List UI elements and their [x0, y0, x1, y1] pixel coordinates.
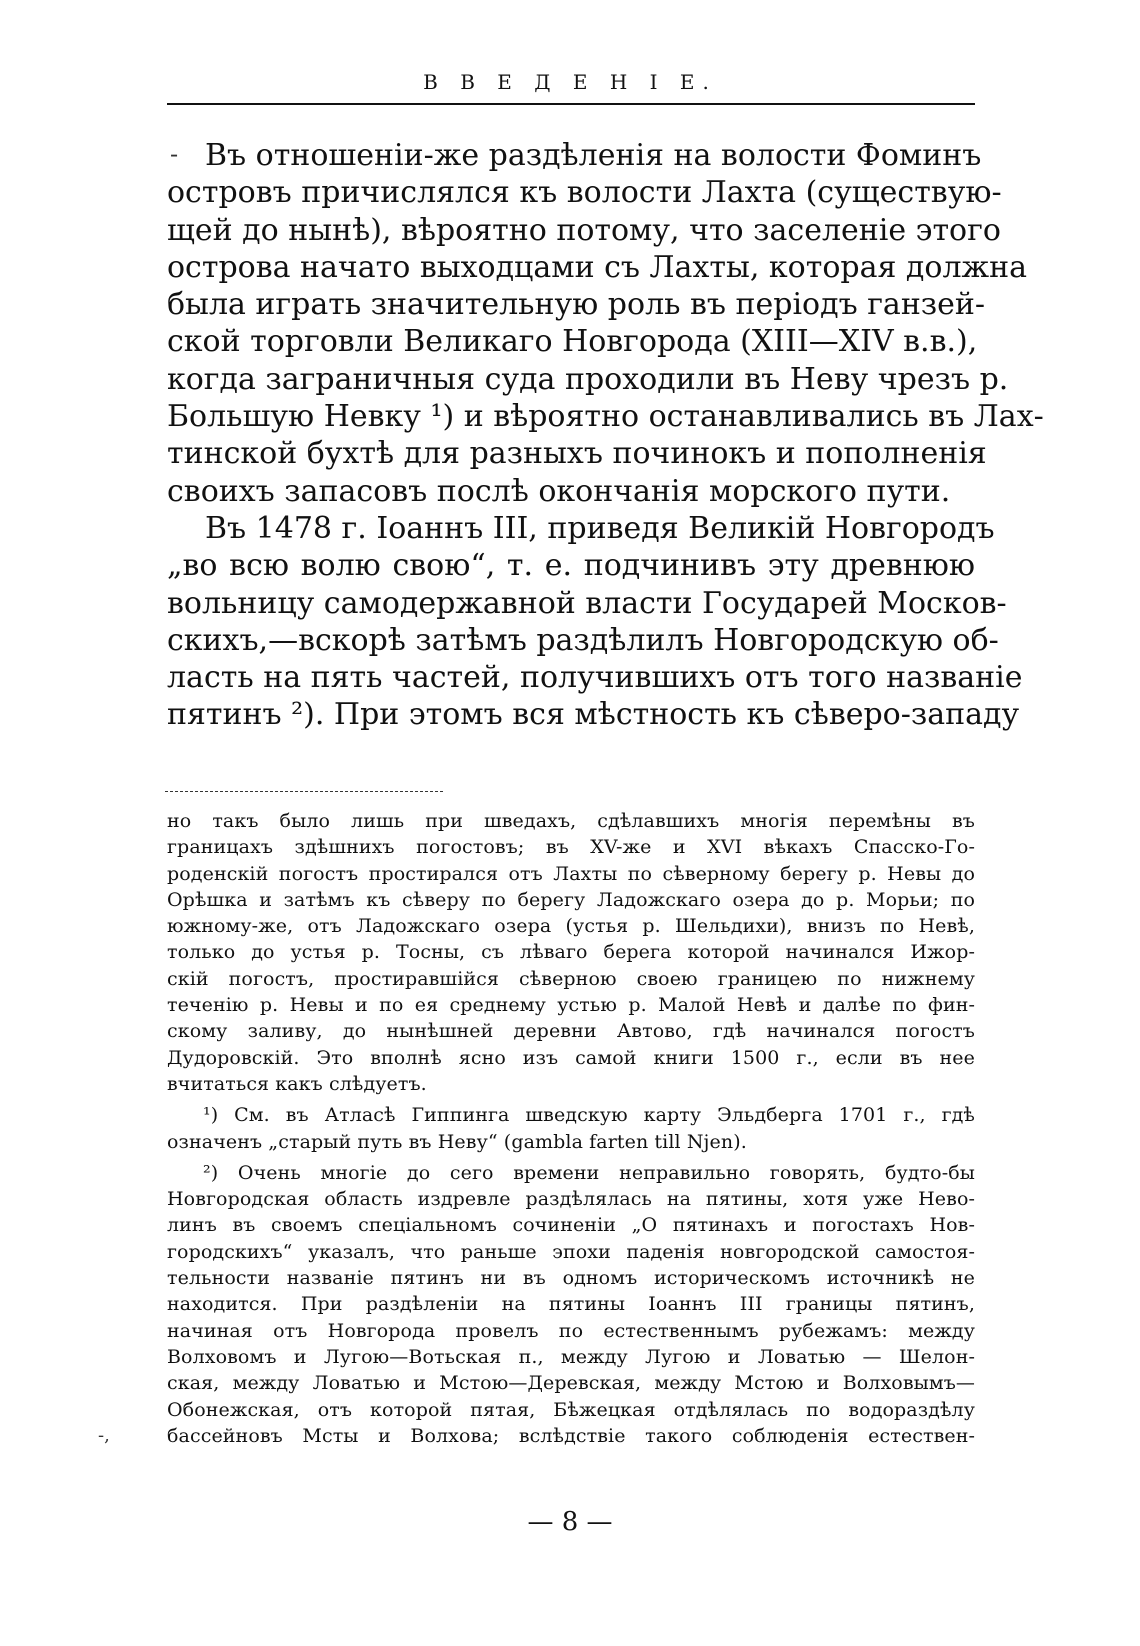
footnote-line: скому заливу, до нынѣшней деревни Автово, гдѣ начинался погостъ	[167, 1020, 975, 1043]
running-head: В В Е Д Е Н І Е.	[423, 70, 717, 94]
body-line: Большую Невку ¹) и вѣроятно останавливались въ Лах-	[167, 399, 1044, 435]
footnote-line: южному-же, отъ Ладожскаго озера (устья р. Шельдихи), внизъ по Невѣ,	[167, 915, 975, 938]
footnote-2-line: ²) Очень многіе до сего времени неправильно говорять, будто-бы	[203, 1161, 975, 1184]
body-line: островъ причислялся къ волости Лахта (существую-	[167, 175, 1002, 211]
footnote-2-line: линъ въ своемъ спеціальномъ сочиненіи „О пятинахъ и погостахъ Нов-	[167, 1214, 975, 1237]
margin-mark-top: -	[170, 140, 179, 168]
footnote-line: но такъ было лишь при шведахъ, сдѣлавшихъ многія перемѣны въ	[167, 810, 975, 832]
footnote-2-line: городскихъ“ указалъ, что раньше эпохи паденія новгородской самостоя-	[167, 1240, 975, 1263]
footnote-2-line: тельности названіе пятинъ ни въ одномъ историческомъ источникѣ не	[167, 1267, 975, 1290]
footnote-2-line: Обонежская, отъ которой пятая, Бѣжецкая отдѣлялась по водораздѣлу	[167, 1398, 975, 1421]
footnote-line: теченію р. Невы и по ея среднему устью р. Малой Невѣ и далѣе по фин-	[167, 994, 975, 1017]
body-line: тинской бухтѣ для разныхъ починокъ и пополненія	[167, 436, 987, 472]
body-line: „во всю волю свою“, т. е. подчинивъ эту древнюю	[167, 548, 975, 584]
body-line: ласть на пять частей, получившихъ отъ того названіе	[167, 660, 1023, 696]
footnote-1-line: ¹) См. въ Атласѣ Гиппинга шведскую карту Эльдберга 1701 г., гдѣ	[203, 1104, 975, 1127]
footnote-2-line: начиная отъ Новгорода провелъ по естественнымъ рубежамъ: между	[167, 1319, 975, 1342]
footnote-line: Дудоровскій. Это вполнѣ ясно изъ самой книги 1500 г., если въ нее	[167, 1046, 975, 1069]
footnote-2-line: бассейновъ Мсты и Волхова; вслѣдствіе такого соблюденія естествен-	[167, 1424, 975, 1447]
footnote-2-line: ская, между Ловатью и Мстою—Деревская, между Мстою и Волховымъ—	[167, 1372, 975, 1395]
body-line: скихъ,—вскорѣ затѣмъ раздѣлилъ Новгородскую об-	[167, 622, 999, 658]
body-line: своихъ запасовъ послѣ окончанія морского пути.	[167, 473, 951, 509]
page-number: — 8 —	[527, 1507, 613, 1537]
body-line: вольницу самодержавной власти Государей Москов-	[167, 585, 1007, 621]
header-rule	[167, 103, 975, 105]
footnote-rule	[165, 791, 443, 792]
footnote-1-line: означенъ „старый путь въ Неву“ (gambla farten till Njen).	[167, 1130, 747, 1153]
footnote-line: только до устья р. Тосны, съ лѣваго берега которой начинался Ижор-	[167, 941, 975, 964]
body-line: когда заграничныя суда проходили въ Неву чрезъ р.	[167, 361, 1009, 397]
footnote-line: Орѣшка и затѣмъ къ сѣверу по берегу Ладожскаго озера до р. Морьи; по	[167, 888, 975, 911]
footnote-2-line: находится. При раздѣленіи на пятины Іоаннъ III границы пятинъ,	[167, 1293, 975, 1316]
margin-mark-bottom: -,	[98, 1425, 110, 1446]
body-line: Въ отношеніи-же раздѣленія на волости Фоминъ	[205, 138, 982, 173]
footnote-2-line: Волховомъ и Лугою—Вотьская п., между Лугою и Ловатью — Шелон-	[167, 1345, 975, 1368]
body-line: пятинъ ²). При этомъ вся мѣстность къ сѣверо-западу	[167, 697, 1020, 733]
footnote-line: границахъ здѣшнихъ погостовъ; въ XV-же и XVI вѣкахъ Спасско-Го-	[167, 836, 975, 859]
body-line: острова начато выходцами съ Лахты, которая должна	[167, 249, 1027, 285]
footnote-line: вчитаться какъ слѣдуетъ.	[167, 1072, 427, 1095]
footnote-line: скій погостъ, простиравшійся сѣверною своею границею по нижнему	[167, 967, 975, 990]
footnote-2-line: Новгородская область издревле раздѣлялась на пятины, хотя уже Нево-	[167, 1188, 975, 1211]
footnote-line: роденскій погостъ простирался отъ Лахты по сѣверному берегу р. Невы до	[167, 862, 975, 885]
main-text	[167, 137, 1044, 734]
body-line: ской торговли Великаго Новгорода (XIII—XIV в.в.),	[167, 324, 978, 360]
footnotes	[167, 808, 975, 1449]
body-line: Въ 1478 г. Іоаннъ III, приведя Великій Новгородъ	[205, 510, 995, 546]
body-line: щей до нынѣ), вѣроятно потому, что заселеніе этого	[167, 212, 1001, 248]
body-line: была играть значительную роль въ періодъ ганзей-	[167, 287, 986, 323]
